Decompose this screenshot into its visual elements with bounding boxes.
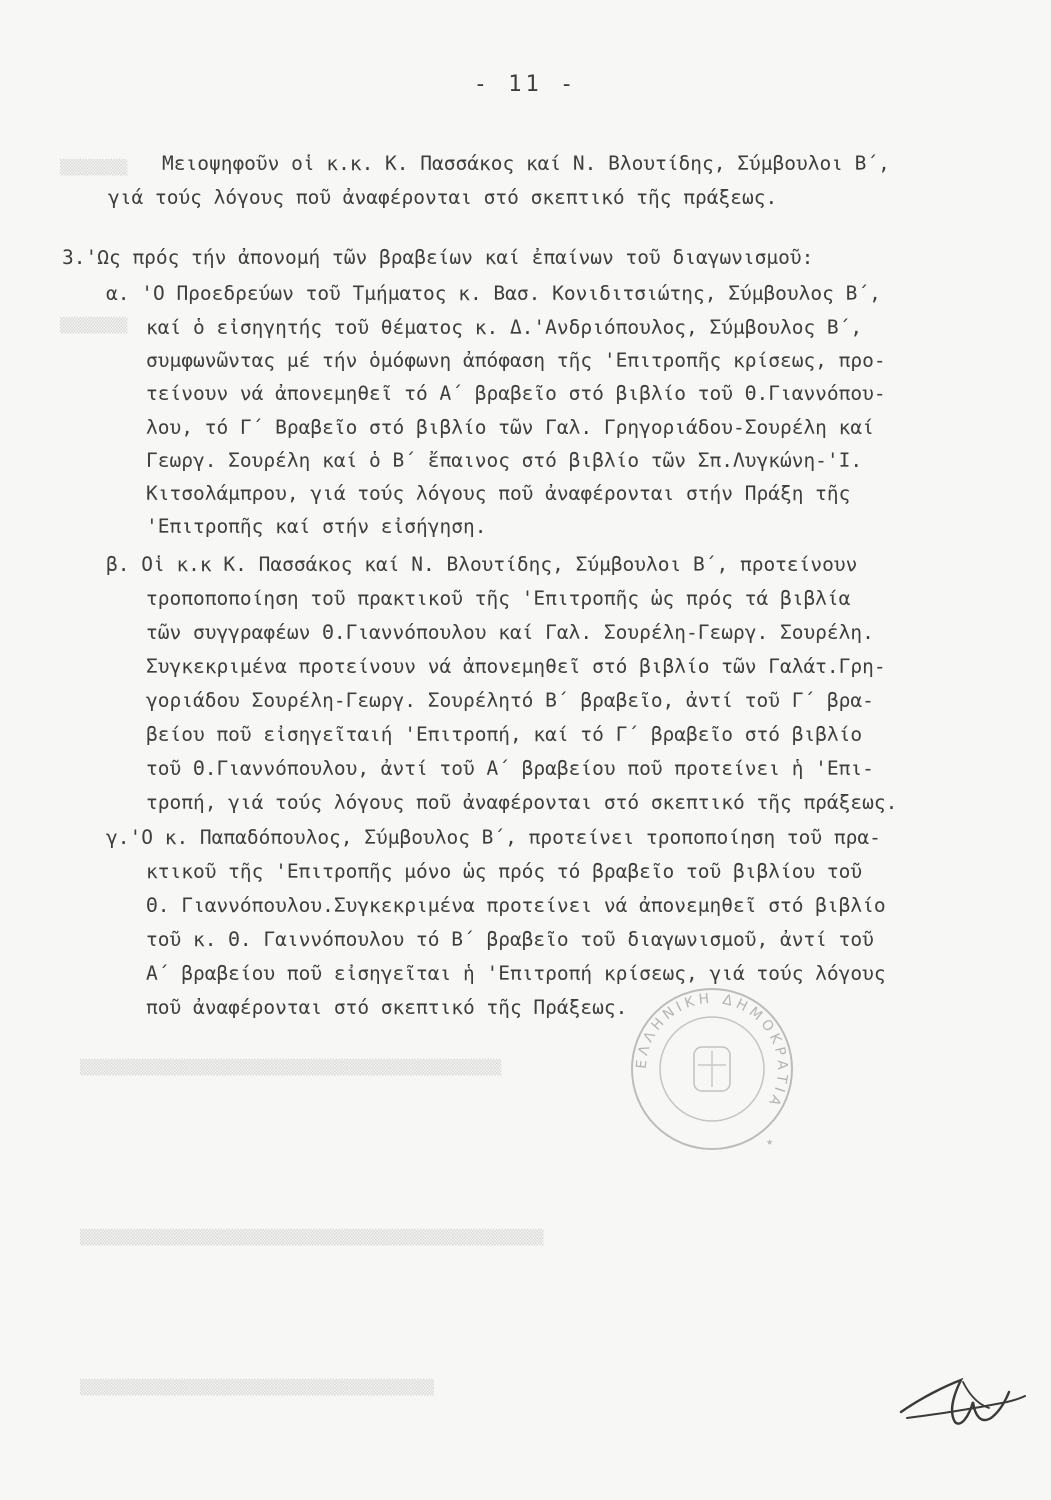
- text-line: Κιτσολάμπρου, γιά τούς λόγους ποῦ ἀναφέρονται στήν Πράξη τῆς: [146, 482, 851, 505]
- bleed-through: ▒▒▒▒▒▒▒▒: [60, 160, 128, 176]
- bleed-through: ▒▒▒▒▒▒▒▒▒▒▒▒▒▒▒▒▒▒▒▒▒▒▒▒▒▒▒▒▒▒▒▒▒▒▒▒▒▒▒▒▒▒▒▒▒▒▒▒▒▒: [80, 1060, 502, 1076]
- text-line: γοριάδου Σουρέλη-Γεωργ. Σουρέλητό Β΄ βραβεῖο, ἀντί τοῦ Γ΄ βρα-: [146, 689, 874, 712]
- text-line: Μειοψηφοῦν οἱ κ.κ. Κ. Πασσάκος καί Ν. Βλουτίδης, Σύμβουλοι Β΄,: [162, 152, 890, 175]
- section-heading: 3.'Ως πρός τήν ἀπονομή τῶν βραβείων καί ἐπαίνων τοῦ διαγωνισμοῦ:: [62, 246, 814, 269]
- text-line: γ.'Ο κ. Παπαδόπουλος, Σύμβουλος Β΄, προτείνει τροποποίηση τοῦ πρα-: [106, 826, 881, 849]
- text-line: Συγκεκριμένα προτείνουν νά ἀπονεμηθεῖ στό βιβλίο τῶν Γαλάτ.Γρη-: [146, 655, 886, 678]
- text-line: Γεωργ. Σουρέλη καί ὁ Β΄ ἔπαινος στό βιβλίο τῶν Σπ.Λυγκώνη-'Ι.: [146, 449, 863, 472]
- svg-text:★: ★: [766, 1134, 774, 1148]
- text-line: γιά τούς λόγους ποῦ ἀναφέρονται στό σκεπτικό τῆς πράξεως.: [108, 186, 778, 209]
- page-number: - 11 -: [473, 72, 578, 97]
- text-line: τῶν συγγραφέων Θ.Γιαννόπουλου καί Γαλ. Σουρέλη-Γεωργ. Σουρέλη.: [146, 621, 874, 644]
- bleed-through: ▒▒▒▒▒▒▒▒▒▒▒▒▒▒▒▒▒▒▒▒▒▒▒▒▒▒▒▒▒▒▒▒▒▒▒▒▒▒▒▒▒▒▒▒▒▒▒▒▒▒▒▒▒▒▒: [80, 1230, 544, 1246]
- text-line: α. 'Ο Προεδρεύων τοῦ Τμήματος κ. Βασ. Κονιδιτσιώτης, Σύμβουλος Β΄,: [106, 282, 881, 305]
- text-line: κτικοῦ τῆς 'Επιτροπῆς μόνο ὡς πρός τό βραβεῖο τοῦ βιβλίου τοῦ: [146, 860, 863, 883]
- text-line: λου, τό Γ΄ Βραβεῖο στό βιβλίο τῶν Γαλ. Γρηγοριάδου-Σουρέλη καί: [146, 416, 874, 439]
- text-line: βείου ποῦ εἰσηγεῖταιή 'Επιτροπή, καί τό Γ΄ βραβεῖο στό βιβλίο: [146, 723, 863, 746]
- text-line: τοῦ κ. Θ. Γαιννόπουλου τό Β΄ βραβεῖο τοῦ διαγωνισμοῦ, ἀντί τοῦ: [146, 928, 874, 951]
- text-line: τοῦ Θ.Γιαννόπουλου, ἀντί τοῦ Α΄ βραβείου ποῦ προτείνει ἡ 'Επι-: [146, 757, 874, 780]
- text-line: Α΄ βραβείου ποῦ εἰσηγεῖται ἡ 'Επιτροπή κρίσεως, γιά τούς λόγους: [146, 962, 886, 985]
- bleed-through: ▒▒▒▒▒▒▒▒: [60, 318, 128, 334]
- text-line: καί ὁ εἰσηγητής τοῦ θέματος κ. Δ.'Ανδριόπουλος, Σύμβουλος Β΄,: [146, 316, 863, 339]
- text-line: ποῦ ἀναφέρονται στό σκεπτικό τῆς Πράξεως.: [146, 996, 628, 1019]
- text-line: τροπή, γιά τούς λόγους ποῦ ἀναφέρονται στό σκεπτικό τῆς πράξεως.: [146, 791, 898, 814]
- bleed-through: ▒▒▒▒▒▒▒▒▒▒▒▒▒▒▒▒▒▒▒▒▒▒▒▒▒▒▒▒▒▒▒▒▒▒▒▒▒▒▒▒▒▒: [80, 1380, 435, 1396]
- svg-text:ΕΛΛΗΝΙΚΗ ΔΗΜΟΚΡΑΤΙΑ: ΕΛΛΗΝΙΚΗ ΔΗΜΟΚΡΑΤΙΑ: [633, 990, 791, 1112]
- text-line: συμφωνῶντας μέ τήν ὁμόφωνη ἀπόφαση τῆς 'Επιτροπῆς κρίσεως, προ-: [146, 349, 886, 372]
- text-line: τροποποποίηση τοῦ πρακτικοῦ τῆς 'Επιτροπῆς ὡς πρός τά βιβλία: [146, 587, 851, 610]
- official-seal-icon: [628, 985, 796, 1153]
- text-line: β. Οἱ κ.κ Κ. Πασσάκος καί Ν. Βλουτίδης, Σύμβουλοι Β΄, προτείνουν: [106, 553, 858, 576]
- text-line: Θ. Γιαννόπουλου.Συγκεκριμένα προτείνει νά ἀπονεμηθεῖ στό βιβλίο: [146, 894, 886, 917]
- signature-icon: [895, 1368, 1030, 1440]
- text-line: τείνουν νά ἀπονεμηθεῖ τό Α΄ βραβεῖο στό βιβλίο τοῦ Θ.Γιαννόπου-: [146, 382, 886, 405]
- text-line: 'Επιτροπῆς καί στήν εἰσήγηση.: [146, 515, 487, 538]
